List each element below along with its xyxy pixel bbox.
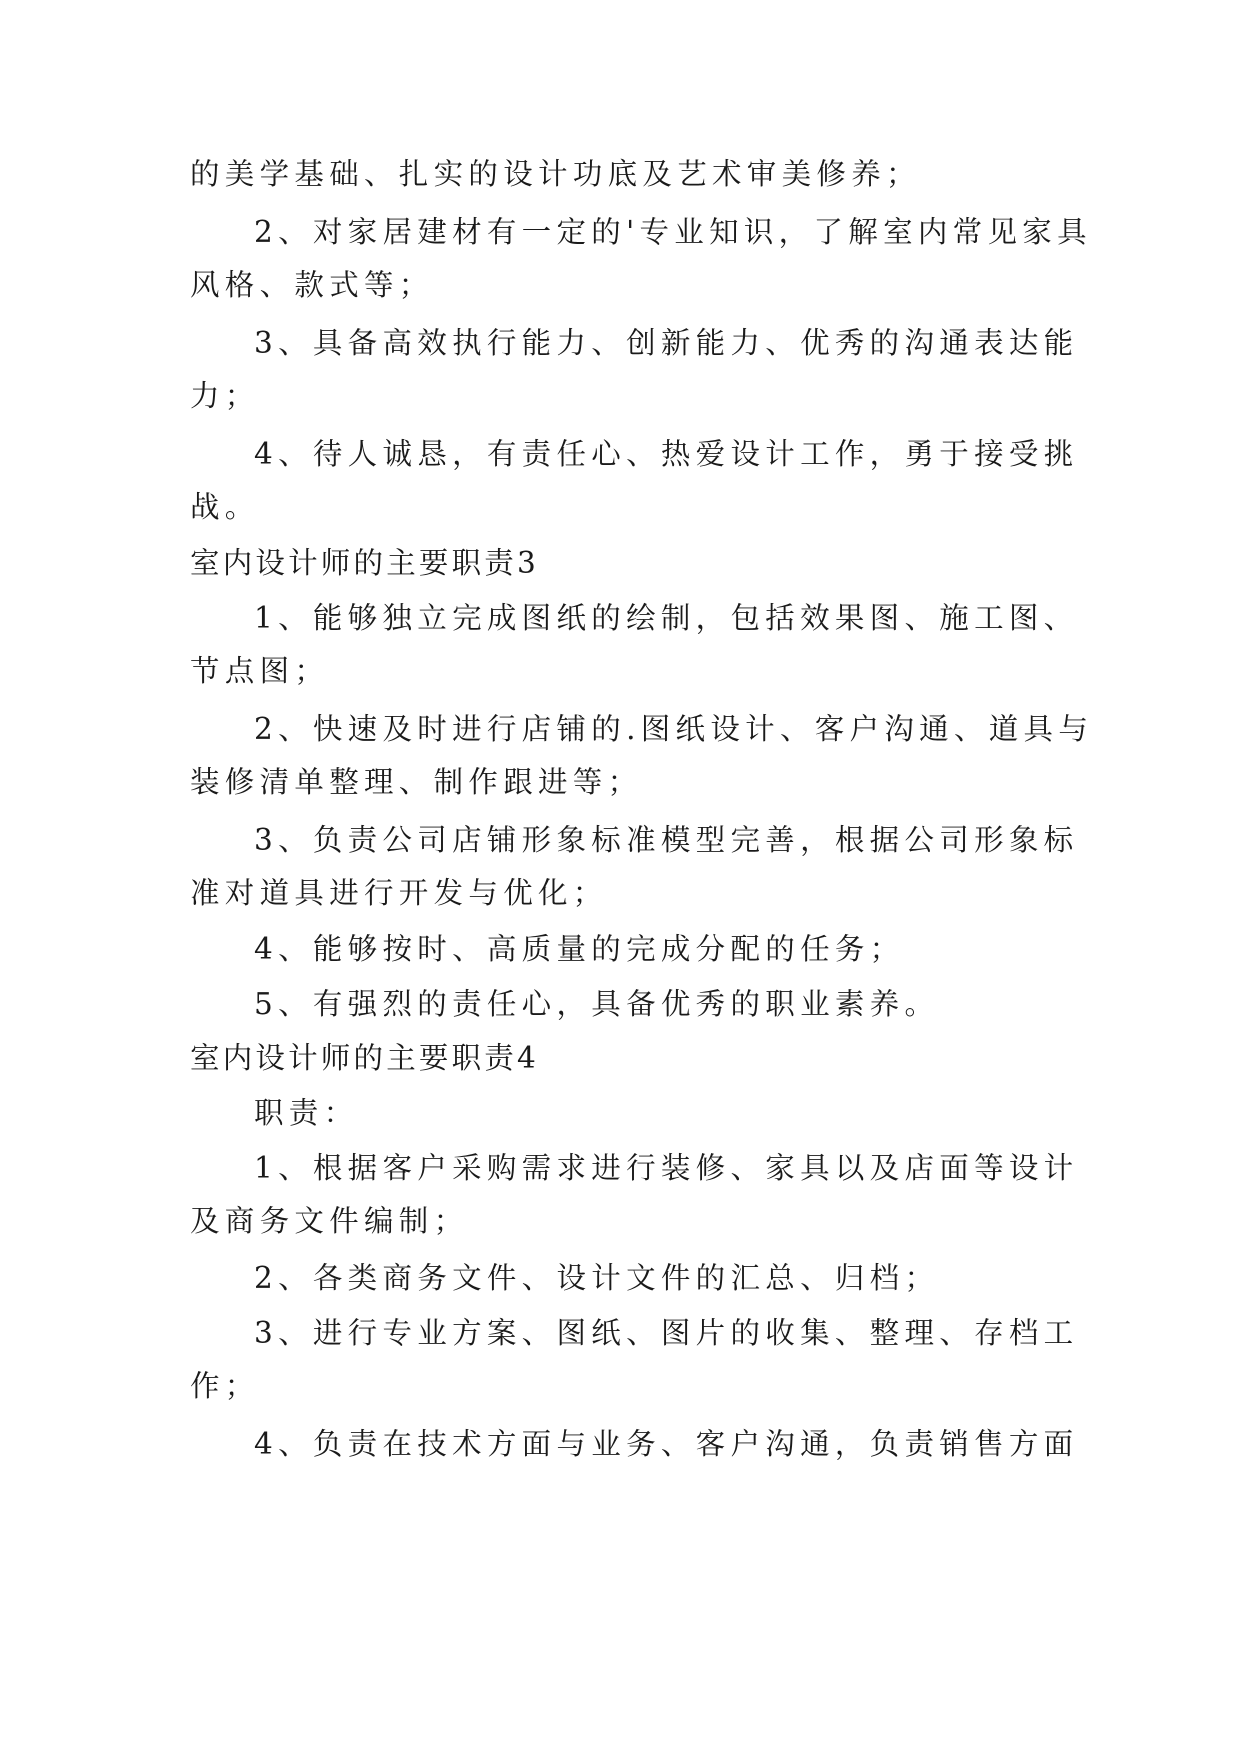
paragraph-line: 战。	[190, 490, 260, 524]
paragraph-line: 的美学基础、扎实的设计功底及艺术审美修养；	[190, 157, 921, 191]
list-item-line: 4、负责在技术方面与业务、客户沟通，负责销售方面	[254, 1427, 1079, 1461]
paragraph-line: 准对道具进行开发与优化；	[190, 876, 608, 910]
paragraph-line: 作；	[190, 1369, 260, 1403]
subheading-line: 职责：	[254, 1096, 359, 1130]
list-item-line: 2、对家居建材有一定的'专业知识，了解室内常见家具	[254, 215, 1092, 249]
paragraph-line: 及商务文件编制；	[190, 1204, 469, 1238]
list-item-line: 5、有强烈的责任心，具备优秀的职业素养。	[254, 987, 940, 1021]
list-item-line: 3、具备高效执行能力、创新能力、优秀的沟通表达能	[254, 326, 1079, 360]
section-heading: 室内设计师的主要职责3	[190, 546, 539, 580]
list-item-line: 3、负责公司店铺形象标准模型完善，根据公司形象标	[254, 823, 1079, 857]
list-item-line: 4、待人诚恳，有责任心、热爱设计工作，勇于接受挑	[254, 437, 1079, 471]
list-item-line: 2、各类商务文件、设计文件的汇总、归档；	[254, 1261, 940, 1295]
paragraph-line: 力；	[190, 379, 260, 413]
paragraph-line: 装修清单整理、制作跟进等；	[190, 765, 643, 799]
list-item-line: 4、能够按时、高质量的完成分配的任务；	[254, 932, 905, 966]
list-item-line: 1、能够独立完成图纸的绘制，包括效果图、施工图、	[254, 601, 1079, 635]
list-item-line: 3、进行专业方案、图纸、图片的收集、整理、存档工	[254, 1316, 1079, 1350]
list-item-line: 2、快速及时进行店铺的.图纸设计、客户沟通、道具与	[254, 712, 1094, 746]
paragraph-line: 风格、款式等；	[190, 268, 434, 302]
paragraph-line: 节点图；	[190, 654, 330, 688]
list-item-line: 1、根据客户采购需求进行装修、家具以及店面等设计	[254, 1151, 1079, 1185]
section-heading: 室内设计师的主要职责4	[190, 1041, 539, 1075]
